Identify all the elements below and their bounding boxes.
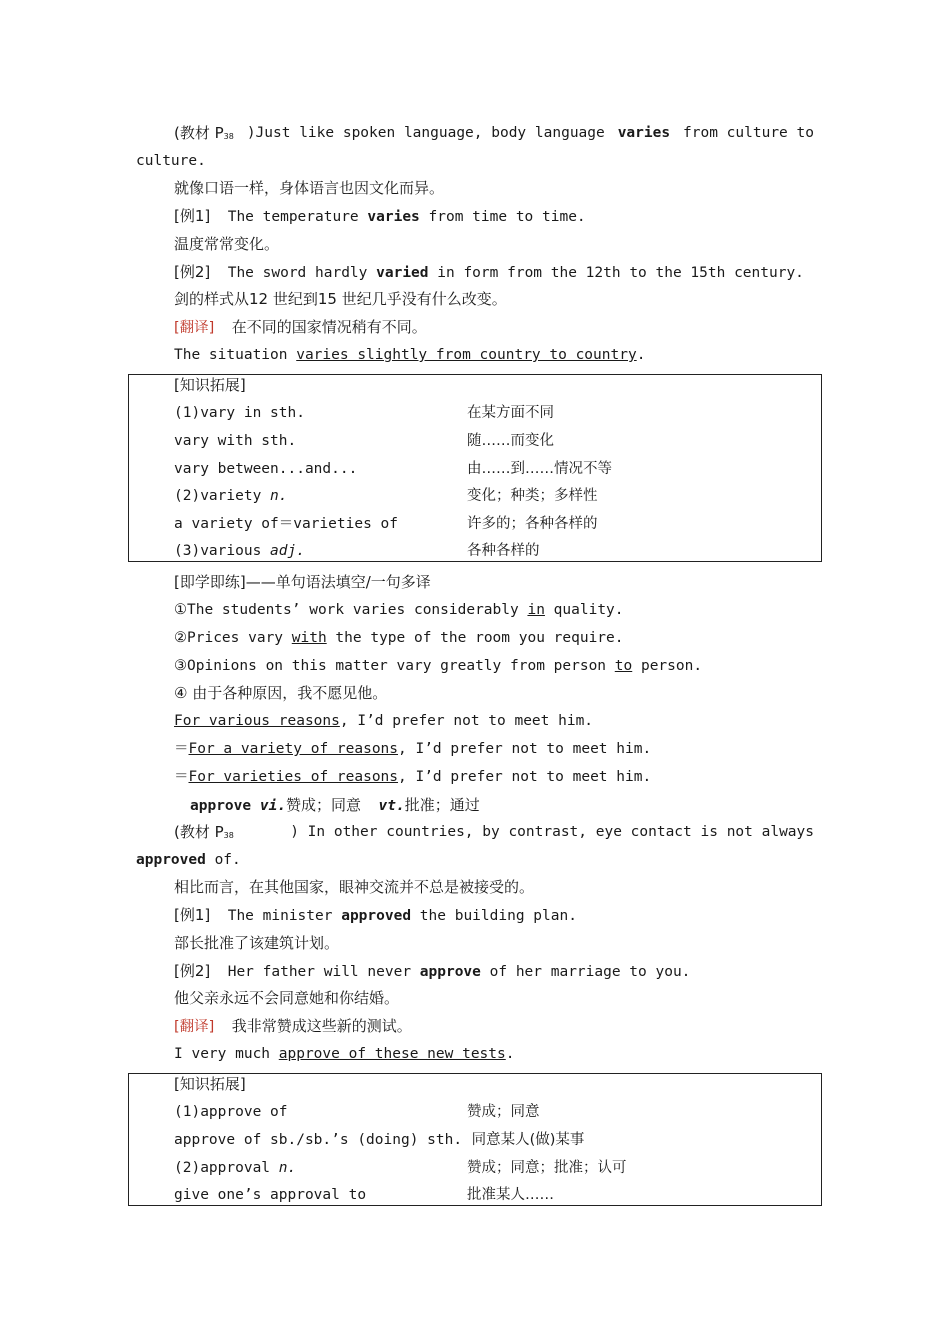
example-2-translation: 他父亲永远不会同意她和你结婚。: [174, 989, 400, 1007]
box-row-en: (2)approval n.: [174, 1160, 297, 1176]
box-row-en: a variety of＝varieties of: [174, 516, 399, 532]
example-1: [例1] The temperature varies from time to time.: [174, 207, 586, 225]
source-sentence-cont: culture.: [136, 153, 206, 169]
source-sentence: (教材 $P_{38}$ ) In other countries, by contrast, eye contact is not always: [136, 822, 814, 846]
box-row-cn: 在某方面不同: [467, 405, 554, 421]
box-row-cn: 各种各样的: [467, 543, 540, 559]
box-row-en: (2)variety n.: [174, 488, 288, 504]
box-row-cn: 变化；种类；多样性: [467, 488, 598, 504]
practice-item-2: ②Prices vary with the type of the room you require.: [174, 630, 624, 646]
source-ref: (教材 $P_{38}$: [174, 823, 234, 841]
source-ref: (教材 $P_{38}$: [174, 124, 234, 142]
example-2: [例2] The sword hardly varied in form from the 12th to the 15th century.: [174, 263, 804, 281]
translation-task: [翻译] 在不同的国家情况稍有不同。: [174, 318, 427, 336]
example-2-translation: 剑的样式从12 世纪到15 世纪几乎没有什么改变。: [174, 290, 507, 308]
example-1-translation: 部长批准了该建筑计划。: [174, 934, 340, 952]
source-sentence-cont: approved of.: [136, 852, 241, 868]
source-translation: 就像口语一样，身体语言也因文化而异。: [174, 179, 445, 197]
practice-answer-2: ＝For a variety of reasons, I’d prefer not to meet him.: [174, 741, 652, 757]
box-row-en: (1)vary in sth.: [174, 405, 305, 421]
translation-answer: I very much approve of these new tests.: [174, 1046, 515, 1062]
source-sentence: (教材 $P_{38}$ )Just like spoken language, body language varies from culture to: [136, 123, 814, 147]
entry-heading: approve vi.赞成；同意 vt.批准；通过: [190, 796, 480, 814]
practice-answer-3: ＝For varieties of reasons, I’d prefer not to meet him.: [174, 769, 652, 785]
practice-item-1: ①The students’ work varies considerably in quality.: [174, 602, 624, 618]
box-row-en: vary with sth.: [174, 433, 297, 449]
translation-label: [翻译]: [174, 320, 215, 336]
box-row-en: (3)various adj.: [174, 543, 305, 559]
practice-item-3: ③Opinions on this matter vary greatly from person to person.: [174, 658, 703, 674]
box-title: [知识拓展]: [174, 1075, 246, 1093]
example-1: [例1] The minister approved the building plan.: [174, 906, 577, 924]
practice-title: [即学即练]——单句语法填空/一句多译: [174, 573, 431, 591]
box-row-cn: 赞成；同意；批准；认可: [467, 1160, 627, 1176]
practice-answer-1: For various reasons, I’d prefer not to meet him.: [174, 713, 594, 729]
box-row-en: vary between...and...: [174, 461, 358, 477]
source-translation: 相比而言，在其他国家，眼神交流并不总是被接受的。: [174, 878, 535, 896]
box-title: [知识拓展]: [174, 376, 246, 394]
box-row-cn: 同意某人(做)某事: [467, 1132, 585, 1148]
translation-label: [翻译]: [174, 1019, 215, 1035]
box-row-en: give one’s approval to: [174, 1187, 367, 1203]
practice-item-4: ④ 由于各种原因，我不愿见他。: [174, 684, 388, 702]
box-row-cn: 赞成；同意: [467, 1104, 540, 1120]
translation-task: [翻译] 我非常赞成这些新的测试。: [174, 1017, 412, 1035]
box-row-cn: 许多的；各种各样的: [467, 516, 598, 532]
box-row-en: approve of sb./sb.’s (doing) sth.: [174, 1132, 463, 1148]
translation-answer: The situation varies slightly from country to country.: [174, 347, 646, 363]
box-row-cn: 批准某人……: [467, 1187, 554, 1203]
box-row-cn: 由……到……情况不等: [467, 461, 612, 477]
example-1-translation: 温度常常变化。: [174, 235, 280, 253]
box-row-cn: 随……而变化: [467, 433, 554, 449]
example-2: [例2] Her father will never approve of her marriage to you.: [174, 962, 691, 980]
box-row-en: (1)approve of: [174, 1104, 288, 1120]
